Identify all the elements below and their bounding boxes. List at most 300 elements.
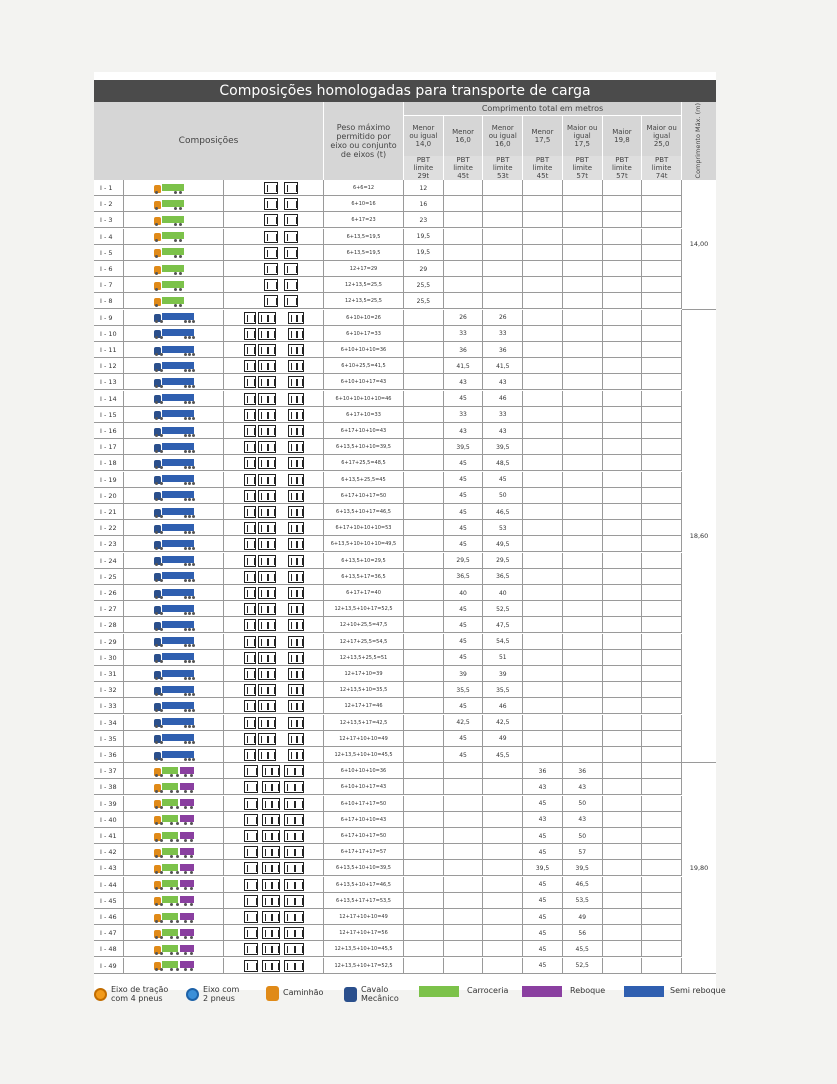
row-value: 33: [444, 407, 484, 423]
vehicle-composition-icon: [154, 183, 194, 194]
vehicle-composition-icon: [154, 814, 194, 825]
vehicle-composition-icon: [154, 280, 194, 291]
row-value: 45,5: [563, 941, 603, 957]
row-value: [404, 553, 444, 569]
row-formula: 12+13,5=25,5: [324, 293, 404, 309]
row-code: I - 32: [94, 682, 124, 698]
row-value: [444, 180, 484, 196]
table-title: Composições homologadas para transporte de carga: [94, 80, 716, 102]
vehicle-cell: [124, 196, 224, 212]
axle-cell: [224, 812, 324, 828]
row-value: [404, 391, 444, 407]
row-value: [444, 261, 484, 277]
vehicle-composition-icon: [154, 328, 194, 339]
row-value: [563, 261, 603, 277]
row-value: [563, 569, 603, 585]
eixo2-icon: [186, 988, 199, 1001]
vehicle-cell: [124, 617, 224, 633]
row-value: [444, 812, 484, 828]
row-value: 45: [523, 893, 563, 909]
row-value: [563, 504, 603, 520]
axle-cell: [224, 407, 324, 423]
row-value: [563, 196, 603, 212]
legend: [94, 984, 734, 1012]
row-value: [404, 488, 444, 504]
row-value: [603, 877, 643, 893]
axle-diagram-icon: [244, 619, 304, 631]
row-value: 42,5: [483, 715, 523, 731]
row-formula: 6+10+10+10+10=46: [324, 391, 404, 407]
row-value: [603, 374, 643, 390]
row-value: 45: [523, 925, 563, 941]
axle-diagram-icon: [244, 765, 304, 777]
axle-cell: [224, 941, 324, 957]
row-code: I - 27: [94, 601, 124, 617]
axle-cell: [224, 698, 324, 714]
row-value: [444, 245, 484, 261]
table-row: [94, 941, 716, 957]
row-value: [523, 601, 563, 617]
row-value: [523, 261, 563, 277]
vehicle-composition-icon: [154, 588, 194, 599]
row-value: [603, 277, 643, 293]
row-value: [404, 585, 444, 601]
table-row: [94, 293, 716, 309]
row-value: [642, 715, 682, 731]
row-value: 39,5: [444, 439, 484, 455]
row-code: I - 48: [94, 941, 124, 957]
row-value: [563, 520, 603, 536]
row-formula: 6+13,5+17+17=53,5: [324, 893, 404, 909]
row-value: [642, 617, 682, 633]
axle-cell: [224, 909, 324, 925]
table-row: [94, 617, 716, 633]
axle-cell: [224, 747, 324, 763]
axle-cell: [224, 553, 324, 569]
row-value: [404, 310, 444, 326]
vehicle-composition-icon: [154, 750, 194, 761]
vehicle-composition-icon: [154, 296, 194, 307]
row-value: 43: [483, 423, 523, 439]
row-formula: 6+10+10+10=36: [324, 763, 404, 779]
row-value: 43: [444, 374, 484, 390]
row-value: [483, 245, 523, 261]
table-row: [94, 601, 716, 617]
axle-diagram-icon: [244, 263, 304, 275]
vehicle-composition-icon: [154, 733, 194, 744]
carroceria-swatch: [419, 986, 459, 997]
table-row: [94, 909, 716, 925]
table-row: [94, 407, 716, 423]
axle-diagram-icon: [244, 911, 304, 923]
row-value: [642, 212, 682, 228]
row-value: 12: [404, 180, 444, 196]
row-value: [523, 293, 563, 309]
row-value: [642, 520, 682, 536]
row-value: 39,5: [523, 860, 563, 876]
row-code: I - 40: [94, 812, 124, 828]
row-value: [563, 666, 603, 682]
row-value: 57: [563, 844, 603, 860]
row-formula: 12+17+17=46: [324, 698, 404, 714]
vehicle-composition-icon: [154, 442, 194, 453]
row-formula: 6+13,5+10+10+10=49,5: [324, 536, 404, 552]
row-value: 53: [483, 520, 523, 536]
row-value: 43: [483, 374, 523, 390]
axle-diagram-icon: [244, 182, 304, 194]
vehicle-cell: [124, 601, 224, 617]
vehicle-cell: [124, 472, 224, 488]
row-value: [523, 310, 563, 326]
axle-cell: [224, 374, 324, 390]
vehicle-cell: [124, 310, 224, 326]
row-value: 35,5: [444, 682, 484, 698]
row-value: 43: [523, 779, 563, 795]
header-comp-max-label: Comprimento Máx. (m): [694, 103, 703, 179]
row-value: [404, 747, 444, 763]
vehicle-composition-icon: [154, 912, 194, 923]
row-value: [523, 634, 563, 650]
row-value: [603, 958, 643, 974]
vehicle-cell: [124, 682, 224, 698]
vehicle-composition-icon: [154, 409, 194, 420]
axle-diagram-icon: [244, 425, 304, 437]
vehicle-cell: [124, 439, 224, 455]
semireboque-swatch: [624, 986, 664, 997]
row-value: [642, 423, 682, 439]
axle-diagram-icon: [244, 376, 304, 388]
row-code: I - 4: [94, 229, 124, 245]
row-code: I - 29: [94, 634, 124, 650]
row-value: 33: [483, 407, 523, 423]
row-formula: 6+17+17=40: [324, 585, 404, 601]
row-value: [523, 358, 563, 374]
row-value: [563, 698, 603, 714]
vehicle-cell: [124, 860, 224, 876]
table-row: [94, 261, 716, 277]
row-formula: 6+17+10+17=50: [324, 828, 404, 844]
legend-reboque-label: Reboque: [570, 986, 606, 996]
row-code: I - 22: [94, 520, 124, 536]
row-value: [523, 650, 563, 666]
row-value: 49,5: [483, 536, 523, 552]
row-value: [404, 893, 444, 909]
row-value: [523, 472, 563, 488]
row-value: 45: [444, 472, 484, 488]
row-value: [603, 569, 643, 585]
axle-diagram-icon: [244, 457, 304, 469]
table-row: [94, 747, 716, 763]
row-value: [563, 553, 603, 569]
row-code: I - 20: [94, 488, 124, 504]
row-code: I - 28: [94, 617, 124, 633]
row-value: [483, 293, 523, 309]
row-value: [523, 212, 563, 228]
row-value: [523, 617, 563, 633]
row-code: I - 26: [94, 585, 124, 601]
row-value: [404, 569, 444, 585]
row-value: [642, 860, 682, 876]
axle-diagram-icon: [244, 927, 304, 939]
row-value: 45: [444, 601, 484, 617]
row-formula: 6+13,5+10+10=39,5: [324, 439, 404, 455]
vehicle-composition-icon: [154, 782, 194, 793]
table-row: [94, 326, 716, 342]
vehicle-composition-icon: [154, 377, 194, 388]
row-value: [404, 650, 444, 666]
row-value: [444, 909, 484, 925]
row-value: [404, 828, 444, 844]
table-row: [94, 958, 716, 974]
row-value: [563, 439, 603, 455]
row-code: I - 42: [94, 844, 124, 860]
row-value: [404, 958, 444, 974]
row-value: 45: [444, 536, 484, 552]
vehicle-composition-icon: [154, 474, 194, 485]
max-length-value: 19,80: [682, 763, 716, 974]
row-value: [642, 553, 682, 569]
row-value: [404, 520, 444, 536]
row-value: [523, 407, 563, 423]
row-formula: 6+6=12: [324, 180, 404, 196]
axle-cell: [224, 520, 324, 536]
row-value: [642, 488, 682, 504]
row-formula: 6+13,5=19,5: [324, 229, 404, 245]
legend-caminhao: [266, 986, 323, 1001]
axle-diagram-icon: [244, 960, 304, 972]
header-length-col: Menor ou igual 14,0: [404, 116, 444, 156]
row-value: [603, 779, 643, 795]
row-value: 25,5: [404, 277, 444, 293]
row-value: [563, 358, 603, 374]
row-value: [642, 796, 682, 812]
row-value: [642, 634, 682, 650]
axle-diagram-icon: [244, 717, 304, 729]
vehicle-composition-icon: [154, 847, 194, 858]
max-length-value: 18,60: [682, 310, 716, 764]
row-code: I - 49: [94, 958, 124, 974]
table-row: [94, 698, 716, 714]
header-length-col: Menor ou igual 16,0: [483, 116, 523, 156]
axle-diagram-icon: [244, 879, 304, 891]
row-value: [642, 909, 682, 925]
axle-cell: [224, 925, 324, 941]
row-value: [642, 455, 682, 471]
row-value: 23: [404, 212, 444, 228]
axle-cell: [224, 569, 324, 585]
row-formula: 6+10+10+10=36: [324, 342, 404, 358]
row-value: [603, 326, 643, 342]
row-value: [642, 277, 682, 293]
axle-diagram-icon: [244, 652, 304, 664]
table-row: [94, 650, 716, 666]
row-value: [603, 617, 643, 633]
axle-cell: [224, 455, 324, 471]
row-value: 46: [483, 391, 523, 407]
row-value: [483, 958, 523, 974]
row-value: 35,5: [483, 682, 523, 698]
row-value: [563, 650, 603, 666]
table-row: [94, 828, 716, 844]
row-code: I - 23: [94, 536, 124, 552]
axle-cell: [224, 342, 324, 358]
row-value: 45: [523, 877, 563, 893]
row-value: [603, 844, 643, 860]
row-value: [642, 925, 682, 941]
vehicle-composition-icon: [154, 247, 194, 258]
vehicle-cell: [124, 844, 224, 860]
vehicle-cell: [124, 715, 224, 731]
row-value: 19,5: [404, 245, 444, 261]
row-value: [523, 423, 563, 439]
vehicle-cell: [124, 504, 224, 520]
row-value: [642, 844, 682, 860]
row-value: [523, 455, 563, 471]
vehicle-composition-icon: [154, 555, 194, 566]
row-value: [523, 488, 563, 504]
axle-cell: [224, 293, 324, 309]
row-value: [404, 326, 444, 342]
table-row: [94, 796, 716, 812]
table-row: [94, 504, 716, 520]
axle-diagram-icon: [244, 538, 304, 550]
row-value: [603, 553, 643, 569]
axle-diagram-icon: [244, 668, 304, 680]
header-length-col: Maior 19,8: [603, 116, 643, 156]
axle-diagram-icon: [244, 474, 304, 486]
row-value: [603, 893, 643, 909]
vehicle-composition-icon: [154, 426, 194, 437]
vehicle-composition-icon: [154, 669, 194, 680]
header-pbt-col: PBT limite 57t: [563, 156, 603, 180]
axle-cell: [224, 666, 324, 682]
row-value: [642, 601, 682, 617]
row-code: I - 41: [94, 828, 124, 844]
row-value: [642, 391, 682, 407]
header-comprimento: Comprimento total em metros: [404, 102, 682, 116]
row-value: [404, 634, 444, 650]
vehicle-composition-icon: [154, 215, 194, 226]
row-code: I - 18: [94, 455, 124, 471]
row-value: [404, 358, 444, 374]
row-value: [523, 747, 563, 763]
axle-cell: [224, 779, 324, 795]
table-row: [94, 472, 716, 488]
vehicle-composition-icon: [154, 685, 194, 696]
row-value: 53,5: [563, 893, 603, 909]
row-value: 46,5: [563, 877, 603, 893]
row-value: [483, 941, 523, 957]
row-value: 54,5: [483, 634, 523, 650]
row-code: I - 43: [94, 860, 124, 876]
row-value: 40: [483, 585, 523, 601]
row-value: [563, 731, 603, 747]
row-value: [483, 796, 523, 812]
vehicle-composition-icon: [154, 507, 194, 518]
vehicle-composition-icon: [154, 798, 194, 809]
row-formula: 12+13,5+25,5=51: [324, 650, 404, 666]
row-value: [483, 196, 523, 212]
row-value: [444, 860, 484, 876]
header-composicoes: Composições: [94, 102, 324, 180]
row-value: [523, 196, 563, 212]
row-value: [523, 682, 563, 698]
row-code: I - 15: [94, 407, 124, 423]
axle-diagram-icon: [244, 749, 304, 761]
row-code: I - 45: [94, 893, 124, 909]
vehicle-cell: [124, 407, 224, 423]
vehicle-cell: [124, 569, 224, 585]
table-row: [94, 358, 716, 374]
axle-diagram-icon: [244, 814, 304, 826]
row-value: [523, 326, 563, 342]
axle-cell: [224, 391, 324, 407]
row-value: [483, 909, 523, 925]
row-value: [404, 796, 444, 812]
row-value: [603, 423, 643, 439]
row-value: 29,5: [483, 553, 523, 569]
row-code: I - 2: [94, 196, 124, 212]
row-value: 39,5: [483, 439, 523, 455]
axle-diagram-icon: [244, 830, 304, 842]
vehicle-composition-icon: [154, 539, 194, 550]
row-formula: 6+17+10+10=43: [324, 812, 404, 828]
axle-cell: [224, 715, 324, 731]
row-value: 56: [563, 925, 603, 941]
row-value: [563, 472, 603, 488]
table-row: [94, 455, 716, 471]
axle-cell: [224, 229, 324, 245]
row-value: [523, 342, 563, 358]
row-value: [642, 245, 682, 261]
row-value: [444, 277, 484, 293]
row-value: 33: [483, 326, 523, 342]
row-code: I - 31: [94, 666, 124, 682]
row-value: [642, 941, 682, 957]
vehicle-cell: [124, 261, 224, 277]
legend-semireboque: [624, 986, 726, 997]
row-value: 39: [444, 666, 484, 682]
row-value: [603, 666, 643, 682]
row-value: [444, 779, 484, 795]
vehicle-composition-icon: [154, 490, 194, 501]
table-row: [94, 245, 716, 261]
vehicle-composition-icon: [154, 312, 194, 323]
row-value: 36,5: [444, 569, 484, 585]
row-value: 36: [444, 342, 484, 358]
axle-cell: [224, 196, 324, 212]
row-value: [603, 358, 643, 374]
row-value: [563, 391, 603, 407]
row-value: [642, 196, 682, 212]
header-comp-max: [682, 102, 716, 180]
vehicle-composition-icon: [154, 199, 194, 210]
axle-cell: [224, 326, 324, 342]
vehicle-cell: [124, 374, 224, 390]
row-formula: 12+13,5+10+10=45,5: [324, 941, 404, 957]
vehicle-cell: [124, 747, 224, 763]
row-value: [563, 342, 603, 358]
row-value: [483, 277, 523, 293]
row-code: I - 36: [94, 747, 124, 763]
row-value: [642, 585, 682, 601]
table-row: [94, 893, 716, 909]
row-value: [523, 585, 563, 601]
axle-diagram-icon: [244, 781, 304, 793]
row-value: [404, 504, 444, 520]
vehicle-cell: [124, 293, 224, 309]
row-value: 45: [444, 488, 484, 504]
